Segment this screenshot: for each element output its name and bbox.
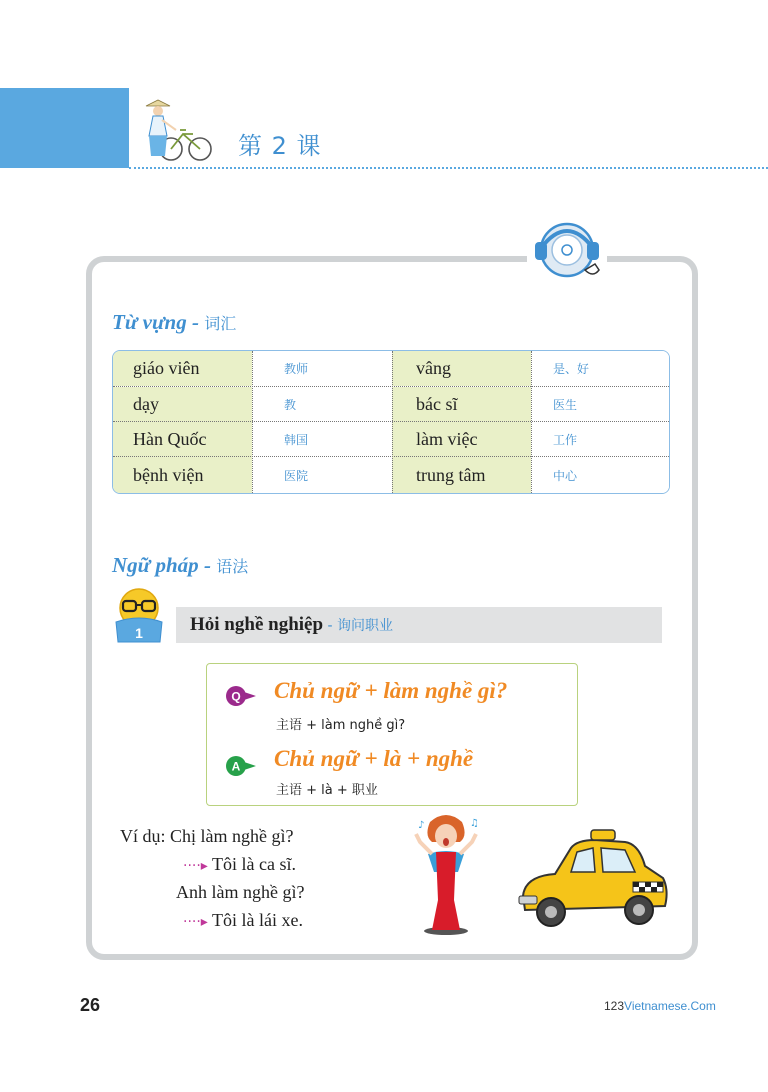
smiley-number-icon [110,586,168,644]
grammar-heading-zh: 语法 [216,557,249,576]
vocab-translation: 中心 [531,457,669,494]
vocab-translation: 医院 [252,457,392,494]
taxi-illustration-icon [515,826,669,938]
singer-illustration-icon [398,812,494,936]
answer-badge-icon [222,754,258,778]
grammar-point-title-zh: 询问职业 [337,618,393,634]
vocab-heading-vi: Từ vựng [112,310,187,334]
vocab-word: bệnh viện [113,457,252,494]
site-logo [604,999,716,1013]
grammar-heading-vi: Ngữ pháp [112,553,199,577]
example-answer: Tôi là lái xe. [212,910,303,930]
header-color-bar [0,88,129,168]
vocab-translation: 是、好 [531,351,669,386]
svg-text:♪: ♪ [418,820,425,831]
header-dotted-line [129,167,768,169]
site-logo-name: Vietnamese.Com [624,999,716,1013]
vocab-row [113,421,669,457]
vocab-word: dạy [113,387,252,422]
question-formula-zh: 主语 + làm nghề gì? [276,718,406,733]
example-question: Chị làm nghề gì? [170,826,294,846]
grammar-point-sep: - [323,618,337,634]
dotted-arrow-icon: ····▸ [183,858,208,874]
example-answer: Tôi là ca sĩ. [212,854,296,874]
vocab-translation: 教师 [252,351,392,386]
vocab-translation: 工作 [531,422,669,457]
vocab-column-divider [531,351,532,493]
vocab-column-divider [392,351,393,493]
grammar-heading-sep: - [198,553,217,577]
question-badge-label: Q [231,689,241,704]
vocab-word: làm việc [392,422,531,457]
vocab-word: Hàn Quốc [113,422,252,457]
vocab-word: vâng [392,351,531,386]
vocab-row [113,456,669,494]
grammar-point-title [190,614,393,636]
example-question: Anh làm nghề gì? [176,882,305,902]
woman-bicycle-icon [138,94,214,166]
vocab-table [112,350,670,494]
vocab-word: trung tâm [392,457,531,494]
vocab-translation: 教 [252,387,392,422]
dotted-arrow-icon: ····▸ [183,914,208,930]
example-q1 [120,826,294,847]
grammar-point-number: 1 [135,625,143,641]
vocab-column-divider [252,351,253,493]
vocab-translation: 韩国 [252,422,392,457]
lesson-title: 第 2 课 [238,132,322,160]
vocab-heading-sep: - [186,310,205,334]
grammar-point-title-vi: Hỏi nghề nghiệp [190,614,324,635]
audio-cd-icon[interactable] [527,208,607,288]
vocab-translation: 医生 [531,387,669,422]
grammar-heading [112,553,248,578]
vocab-heading [112,310,236,335]
question-badge-icon [222,684,258,708]
vocab-word: bác sĩ [392,387,531,422]
vocab-row [113,386,669,422]
site-logo-number: 123 [604,999,625,1013]
vocab-word: giáo viên [113,351,252,386]
answer-formula-zh: 主语 + là + 职业 [276,783,378,798]
svg-text:♫: ♫ [470,818,479,829]
answer-badge-label: A [231,759,241,774]
vocab-heading-zh: 词汇 [204,314,237,333]
vocab-row [113,351,669,386]
question-formula: Chủ ngữ + làm nghề gì? [274,678,508,703]
answer-formula: Chủ ngữ + là + nghề [274,746,474,771]
page-number: 26 [80,995,101,1015]
example-label: Ví dụ: [120,826,166,846]
